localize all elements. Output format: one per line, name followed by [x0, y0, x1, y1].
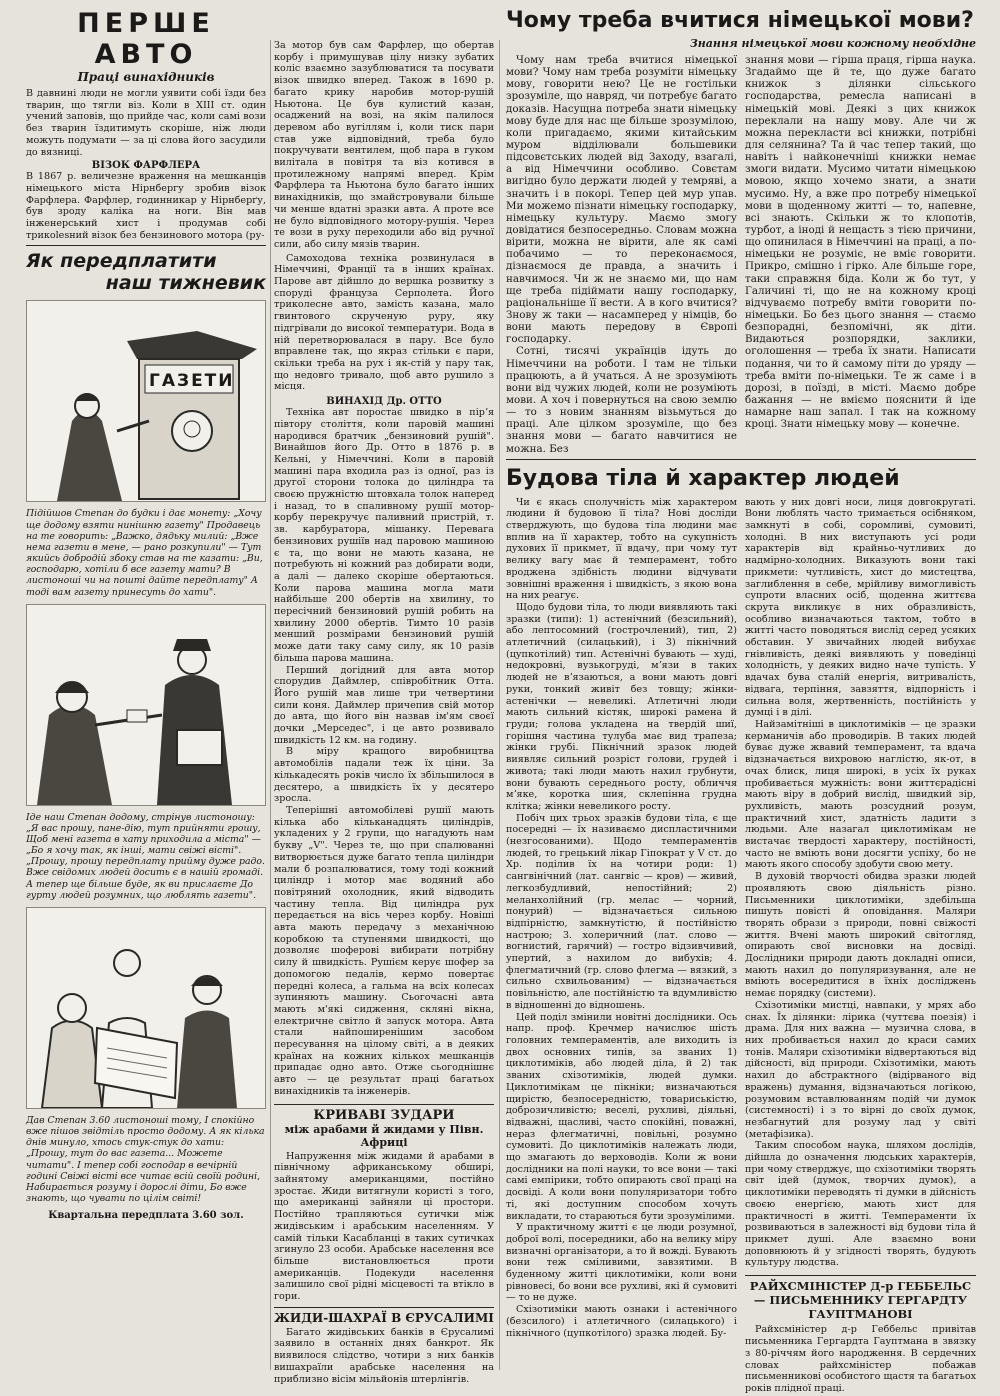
kiosk-drawing [27, 301, 266, 501]
subscribe-title-line-1: Як передплатити [26, 250, 217, 273]
subscription-price: Квартальна передплата 3.60 зол. [48, 1210, 244, 1222]
article-text: Схізотиміки мають ознаки і астенічного (безсилого) і атлетичного (силацького) і пікнічного (цупкотілого) зразка людей. Бу- [506, 1304, 737, 1339]
article-intro: В давнині люди не могли уявити собі їзди без тварин, що тягли віз. Коли в XIII ст. один учений заповів, що прийде час, коли самі вози без тварин їздитимуть скоріше, ніж люди можуть подумати — за ці слова його засудили до вязниці. [26, 88, 266, 158]
column-right [506, 0, 976, 1395]
article-text: знання мови — гірша праця, гірша наука. Згадаймо ще й те, що дуже багато книжок з ділянки сільського господарства, ремесла написані в німецькій мові. Деякі з цих книжок переклали на нашу мову. Але чи ж можна перекласти всі книжки, потрібні для селянина? Та й час тепер такий, що навіть і найконечніші книжки немає змоги видати. Мусимо читати німецькою мовою, якщо хочемо знати, а знати мусимо. Ну, а вже про потребу німецької мови в щоденному житті — то, напевне, всі знають. Скільки ж то клопотів, турбот, а іноді й нещасть з тією причини, що опинилася в Німеччині на праці, а по-німецьки не розуміє, не вміє говорити. Прикро, смішно і гірко. Але більше горе, таки справжня біда. Коли ж бо тут, у Галичині ті, що не на кожному кроці відчуваємо потребу вміти говорити по-німецьки. Бо без цього знання — стаємо безпорадні, безпомічні, як діти. Видаються розпорядки, заклики, оголошення — треба їх знати. Написати подання, чи то й самому піти до уряду — треба вміти по-німецьки. Те ж саме і в дорозі, в поїзді, в місті. Маємо добре бажання — не вміємо пояснити й іде намарне наш запал. І так на кожному кроці. Знати німецьку мову — конечне. [745, 54, 976, 431]
article-text: Перший догідний для авта мотор спорудив Даймлер, співробітник Отта. Його рушій мав лише три четвертини сили коня. Даймлер причепив свій мотор до авта, що його він назвав ім'ям своєї дочки „Мерседес", і це авто розвивало швидкість 12 км. на годину. [274, 664, 494, 746]
article-subtitle: Праці винахідників [77, 70, 215, 84]
article-title: Чому треба вчитися німецької мови? [506, 8, 974, 33]
news-heading: РАЙХСМІНІСТЕР Д-р ГЕББЕЛЬС — ПИСЬМЕННИКУ ГЕРГАРДТУ ГАУПТМАНОВІ [749, 1279, 972, 1321]
column-left [26, 0, 266, 1221]
subscribe-verse-3: Дав Степан 3.60 листоноші тому, І спокійно вже пішов звідтіль просто додому. А як кілька днів минуло, хтось стук-стук до хати: „Прошу, тут до вас газета... Можете читати". І тепер собі господар в вечірній годині Свіжі вісті все читає всій своїй родині, Набирається розуму і дорослі діти, Бо вже знають, що чувати по цілім світі! [26, 1114, 265, 1205]
article-text: Схізотиміки мистці, навпаки, у мрях або снах. Їх ділянки: лірика (чуттєва поезія) і драма. Для них важна — музична слова, в них пробивається нахил до краси самих тонів. Маляри схізотиміки відвертаються від дійсності, від природи. Схізотиміки, мають нахил до абстрактного (відірваного від вражень) думання, відзначаються логікою, розумовим вставлюванням подій чи думок (системності) і з то вірні до своїх думок, незбагнутий для розуму лад у світі (метафізика). [745, 999, 976, 1140]
article-text: вають у них довгі носи, лиця довгокругаті. Вони люблять часто тримається осібняком, замкнуті в собі, соромливі, сумовиті, холодні. В них виступають усі роди характерів від крайньо-чутливих до надмірно-холодних. Виказують вони такі прикмети: чутливість, хист до мистецтва, заглиблення в себе, мрійливу вимогливість супроти власних осіб, щоденна життєва скрута викликує в них образливість, особливо визначаються тактом, тобто в житті часто поводяться вислід серед усяких обставин. У звичайних людей вибухає гнівливість, деякі виявляють у поведінці холодність, у деяких видно наче тупість. У вдачах бува сталій енергія, витривалість, відвага, терпіння, завзяття, відпорність і сильна воля, жертвенність, постійність у думці і в ділі. [745, 496, 976, 719]
news-subheading: між арабами й жидами у Півн. Африці [284, 1122, 484, 1149]
article-text: Чому нам треба вчитися німецької мови? Чому нам треба розуміти німецьку мову, говорити нею? Це не гостільки зрозуміле, що навряд, чи потребує багато доказів. Насущна потреба знати німецьку мову буде для нас ще більше зрозумілою, коли пригадаємо, якими китайським муром відділювали большевики підсовєтських людей від Заходу, взагалі, а від Німеччини особливо. Совєтам вигідно було держати людей у темряві, а значить і в покорі. Тепер цей мур упав. Ми можемо пізнати німецьку господарку, німецьку культуру. Маємо змогу довідатися безпосередньо. Словам можна вірити, можна не вірити, але як самі побачимо — то переконаємося, дізнаємося де правда, а значить і навчимося. Чи ж не знаємо ми, що нам ще треба підіймати нашу господарку, раціональніше її вести. А в кого вчитися? Знову ж таки — насамперед у німців, бо вони мають передову в Європі господарку. [506, 54, 737, 346]
article-text: Побіч цих трьох зразків будови тіла, є ще посередні — їх називаємо диспластичними (незгосованими). Щодо темпераментів людей, то грецький лікар Гіпократ у V ст. до Хр. поділив їх на чотири роди: 1) сангвінічний (лат. сангвіс — кров) — живий, легкозбудливий, непостійний; 2) меланхолійний (гр. мелас — чорний, понурий) — відзначається сильною відпірністю, замкнутістю, й постійністю настрою; 3. холеричний (лат. слово — вогнистий, гарячий) — гострo відзивчивий, упертий, з нахилом до вибухів; 4. флегматичний (гр. слово флегма — вязкий, з сильно схвильованим) — відзначається повільністю, але постійністю та вдумливістю в відношенні до відношень. [506, 812, 737, 1011]
article-text: Самоходова техніка розвинулася в Німеччині, Франції та в інших країнах. Паровe авт дійшло до вершка розвитку з спорудi француза Серполета. Його трикoлесне авто, замість казана, мало гвинтового скрученую руру, яку підгрівали до високої температури. Вода в ній перетворювалася в пару. Все було вправлене так, що якраз стільки є пари, скільки треба на рух і як-стій у пару так, що недовго тривало, щоб авто рушило з місця. [274, 252, 494, 393]
column-middle [274, 40, 494, 1385]
article-text: Сотні, тисячі українців ідуть до Німеччини на роботи. І там не тільки працюють, а й учаться. А не зрозуміють вони від чужих людей, коли не розуміють мови. А хоч і повернуться на свою землю — то з новим знанням візьмуться до праці. Але цілком зрозуміле, що без знання мови — багато навчитися не можна. Без [506, 345, 737, 455]
article-subtitle: Знання німецької мови кожному необхідне [689, 37, 976, 50]
article-text: В духовій творчості обидва зразки людей проявляють свою діяльність різно. Письменники циклотиміки, здебільша пишуть повісті й оповідання. Маляри творять образи з природи, повні свіжості життя. Вчені мають широкий світогляд, опирають свої висновки на досвіді. Дослідники природи дають докладні описи, мають нахил до популяризування, але не вміють восередитися в їхніх досліджень немає порядку (системи). [745, 871, 976, 1000]
postman-illustration [26, 604, 266, 806]
kiosk-sign: ГАЗЕТИ [149, 371, 235, 392]
article-text: У практичному житті є це люди розумної, доброї волі, посередники, або на велику міру визначні організатори, а то й вожді. Бувають вони теж сміливими, завзятими. В буденному житті циклотиміки, коли вони рівновесі, бо вони все рухливі, які й сумовиті — то не дуже. [506, 1222, 737, 1304]
section-heading: ВИНАХІД Др. ОТТО [326, 396, 442, 408]
article-text: За мотор був сам Фарфлер, що обертав корбу і примушував цілу низку зубатих коліс взаємно зазублюватися та посувати візок швидко вперед. Також в 1690 р. багато крику наробив мотор-рушій Ньютона. Це був кулистий казан, осаджений на возі, на якім палилося деревом або вугіллям і, коли тиск пари став уже відповідний, треба було покручувати вентилем, щоб пара в гуком вилітала в повітря та віз котився в протилежному напрямі вперед. Крім Фарфлера та Ньютона було багато інших винахідників, що змайстровували більше чи менше вдатні зразки авта. А проте все не було відповідного мотору-рушія. Через те вози в руху переходили або від ручної сили, або силу мязів тварин. [274, 40, 494, 250]
article-text: Цей поділ змінили новітні дослідники. Ось напр. проф. Кречмер начислює шість головних темпераментів, але виходить із двох основних типів, за званих 1) циклотиміків, або людей ділa, й 2) так званих схізотиміків, людей думки. Циклотимікам це пікніки; визначаються щирістю, безпосередністю, товариськістю, доброзичливістю; веселі, рухливі, діяльні, відважні, щасливі, часто спокійні, поважні, нераз флегматичні, повільні, розумно сумовиті. До циклотиміків належать люди, що змагають до верховодів. Коли ж вони дослідники на полі науки, то все вони — такі самі емпірики, тобто опирають свої праці на досвіді. А коли вони популяризатори тобто ті, які доступним способом хочуть викладати, то стараються бути зрозумілими. [506, 1011, 737, 1222]
subscribe-verse-1: Підійшов Степан до будки і дає монету: „Хочу ще додому взяти нинішню газету" Продавець на те говорить: „Важко, дядьку милий: „Вже нема газети в мене, — рано розкупили" — Тут якийсь добродій збоку став на те казати: „Ви, господарю, хотіли б все газету мати? В листоноші чи на пошті дайте передплату" А тоді вам газету принесуть до хати". [26, 508, 263, 598]
language-article-body [506, 54, 976, 455]
article-text: Таким способом наука, шляхом дослідів, дійшла до означення людських характерів, при чому стверджує, що схізотиміки творять світ ідей (думок, творчих думок), а циклотиміки переводять ті думки в дійсність своєю енергією, мають хист для практичності в житті. Темпераменти їх розвиваються в залежності від будови тіла й прикмет душі. Але взаємно вони доповнюють й у згідності творять, будують культуру людства. [745, 1140, 976, 1269]
family-drawing [27, 908, 266, 1108]
article-title: Будова тіла й характер людей [506, 465, 900, 491]
news-heading: КРИВАВІ ЗУДАРИ [313, 1107, 455, 1123]
family-illustration [26, 907, 266, 1109]
subscribe-verse-2: Іде наш Степан додому, стрінув листоношу: „Я вас прошу, пане-дію, тут прийняти грошу, Щоб мені газета в хату приходила а міста" — „Бо я хочу так, як інші, мати свіжі вісті". „Прошу, прошу передплату прийму дуже радо. Вже свідомих людей досить є в нашій громаді. А тепер ще більше буде, як ви прислаєте До гурту людей розумних, що люблять газети". [26, 811, 265, 901]
body-article-body [506, 497, 976, 1395]
news-text: Напруження між жидами й арабами в північному африканському обширі, зайнятому американцями, постійно зростає. Жиди витягнули користі з того, що американці зайняли ці простори. Постійно трапляються сутички між жидівським і арабським населенням. У самій тільки Касабланці в таких сутичках згинуло 23 особи. Арабське населення все більше вистановлюється проти американців. Подекуди населення залишило свої рідні місцевості та втікло в гори. [274, 1150, 494, 1303]
article-title: ПЕРШЕ АВТО [77, 8, 215, 70]
article-text: В 1867 р. величезне враження на мешканців німецького міста Нірнбергу зробив візок Фарфлера. Фарфлер, годинникар у Нірнберґу, був зроду каліка на ноги. Він мав інженерський хист і продумав собі трикolesний візок без бензинового мотора (ру- [26, 171, 266, 241]
subscribe-title-line-2: наш тижневик [105, 272, 266, 295]
article-text: Найзамітніші в циклотиміків — це зразки керманичів або проводирів. В таких людей буває дуже жвавий темперамент, та вдача відзначається вихровою наглістю, як-от, в очах блиск, лиця широкі, в усіх їх руках пробивається мужність: вони життєрадісні мають віру в добрий вислід, швидкий зір, рухливість, мають розсудний розум, практичний хист, здатність ладити з людьми. Але назагал циклотимікам не вистачає твердості характеру, постійності, часто не вміють вони досягти успіху, бо не мають якого способу здобути свою мету. [745, 719, 976, 871]
news-text: Багато жидівських банків в Єрусалимі заявило в останніх днях банкрот. Як виявилося слідство, чотири з них банків вишахраїли арабське населення на приблизно вісім мільйонів штерлінгів. [274, 1326, 494, 1385]
article-text: Чи є якась сполучність між характером людини й будовою її тіла? Нові досліди стверджують, що будова тіла людини має вплив на її характер, тобто на сукупність духових її прикмет, її вдачу, при чому тут велику вагу має й темперамент, тобто вроджена здібність людини відчувати зовнішні враження і швидкість, з якою вона на них реагує. [506, 496, 737, 602]
article-text: Техніка авт поростає швидко в пірʼя півтору століття, коли паровій машині народився братчик „бензиновий рушій". Винайшов його Др. Отто в 1876 р. в Кельні, у Німеччині. Коли в паровій машині пара входила раз із одної, раз із другої сторони толока до циліндра та своєю пружністю штовхала толок наперед і назад, то в спаливному рушії мотор-корбу перекручує паливний пристрій, т. зв. карбуратора, мішанку. Перевага бензинових рушіїв над паровою машиною є та, що вони не мають казана, не потребують ні кожний раз добирати води, а далі — далеко скоріше обертаються. Коли парова машина могла мати найбільше 200 обертів на хвилину, то пересічний бензиновий рушій робить на хвилину 2000 обертів. Тимто 10 разів менший розмірами бензиновий рушій може дати таку саму силу, як 10 разів більша парова машина. [274, 407, 494, 664]
postman-drawing [27, 605, 266, 805]
news-heading: ЖИДИ-ШАХРАЇ В ЄРУСАЛИМІ [274, 1310, 494, 1325]
article-text: Теперішні автомобілеві рушії мають кілька або кільканадцять циліндрів, укладених у 2 групи, що нагадують нам букву „V". Через те, що при спалюванні витворюється дуже багато тепла циліндри мали б розпалюватися, тому тоді кожний циліндр і мотор має водяний або повітряний охолодник, який відводить частину тепла. Від циліндра рух передається на вісь через корбу. Новіші авта мають передачу з механічною коробкою та ступенями швидкості, що дозволяє шоферові вибирати потрібну силу й швидкість. Рушієм керує шофер за допомогою педалів, кермо повертає передні колеса, а гальма на всіх колесах зупиняють машину. Сьогочасні авта мають м'які сидження, скляні вікна, електричне світло й запуск мотора. Авта стали найпоширенішим засобом пересування на цілому світі, а в деяких країнах на кожних кількох мешканців припадає одно авто. Отже сьогоднішнє авто — це результат праці багатьох винахідників та інженерів. [274, 805, 494, 1097]
article-text: Щодо будови тіла, то люди виявляють такі зразки (типи): 1) астенічний (безсильний), або лептосомний (гострочлений), тип, 2) атлетичний (силацький), і 3) пікнічний (цупкотілий) тип. Астенічні бувають — худі, недокровні, вузькогруді, мʼязи в таких людей не вʼязаються, а вони мають довгі руки, тонкий живіт без товщу; жінки-астенічки — невеликі. Атлетичні люди мають сильний кістяк, широкі рамена й груди; голова укладена на твердій шиї, горішня частина тулуба має вид трапеза; жінки грубі. Пікнічний зразок людей виявляє сильний розріст голови, грудей і живота; такі люди мають нахил грубнути, вони бувають середнього росту, обличчя мʼяке, коротка шия, склепінна грудна клітка; жінки невеликого росту. [506, 601, 737, 812]
kiosk-illustration [26, 300, 266, 502]
article-text: В міру кращого виробництва автомобілів падали теж їх ціни. За кількадесять років число їх збільшилося в десятеро, а швидкість їх у десятеро зросла. [274, 746, 494, 805]
news-text: Райхсміністер д-р Геббельс привітав письменника Гергардта Гауптмана в звязку з 80-річчям його народження. В сердечних словах райхсміністер побажав письменникові особистого щастя та багатьох років плідної праці. [745, 1324, 976, 1394]
section-heading: ВІЗОК ФАРФЛЕРА [91, 160, 201, 172]
